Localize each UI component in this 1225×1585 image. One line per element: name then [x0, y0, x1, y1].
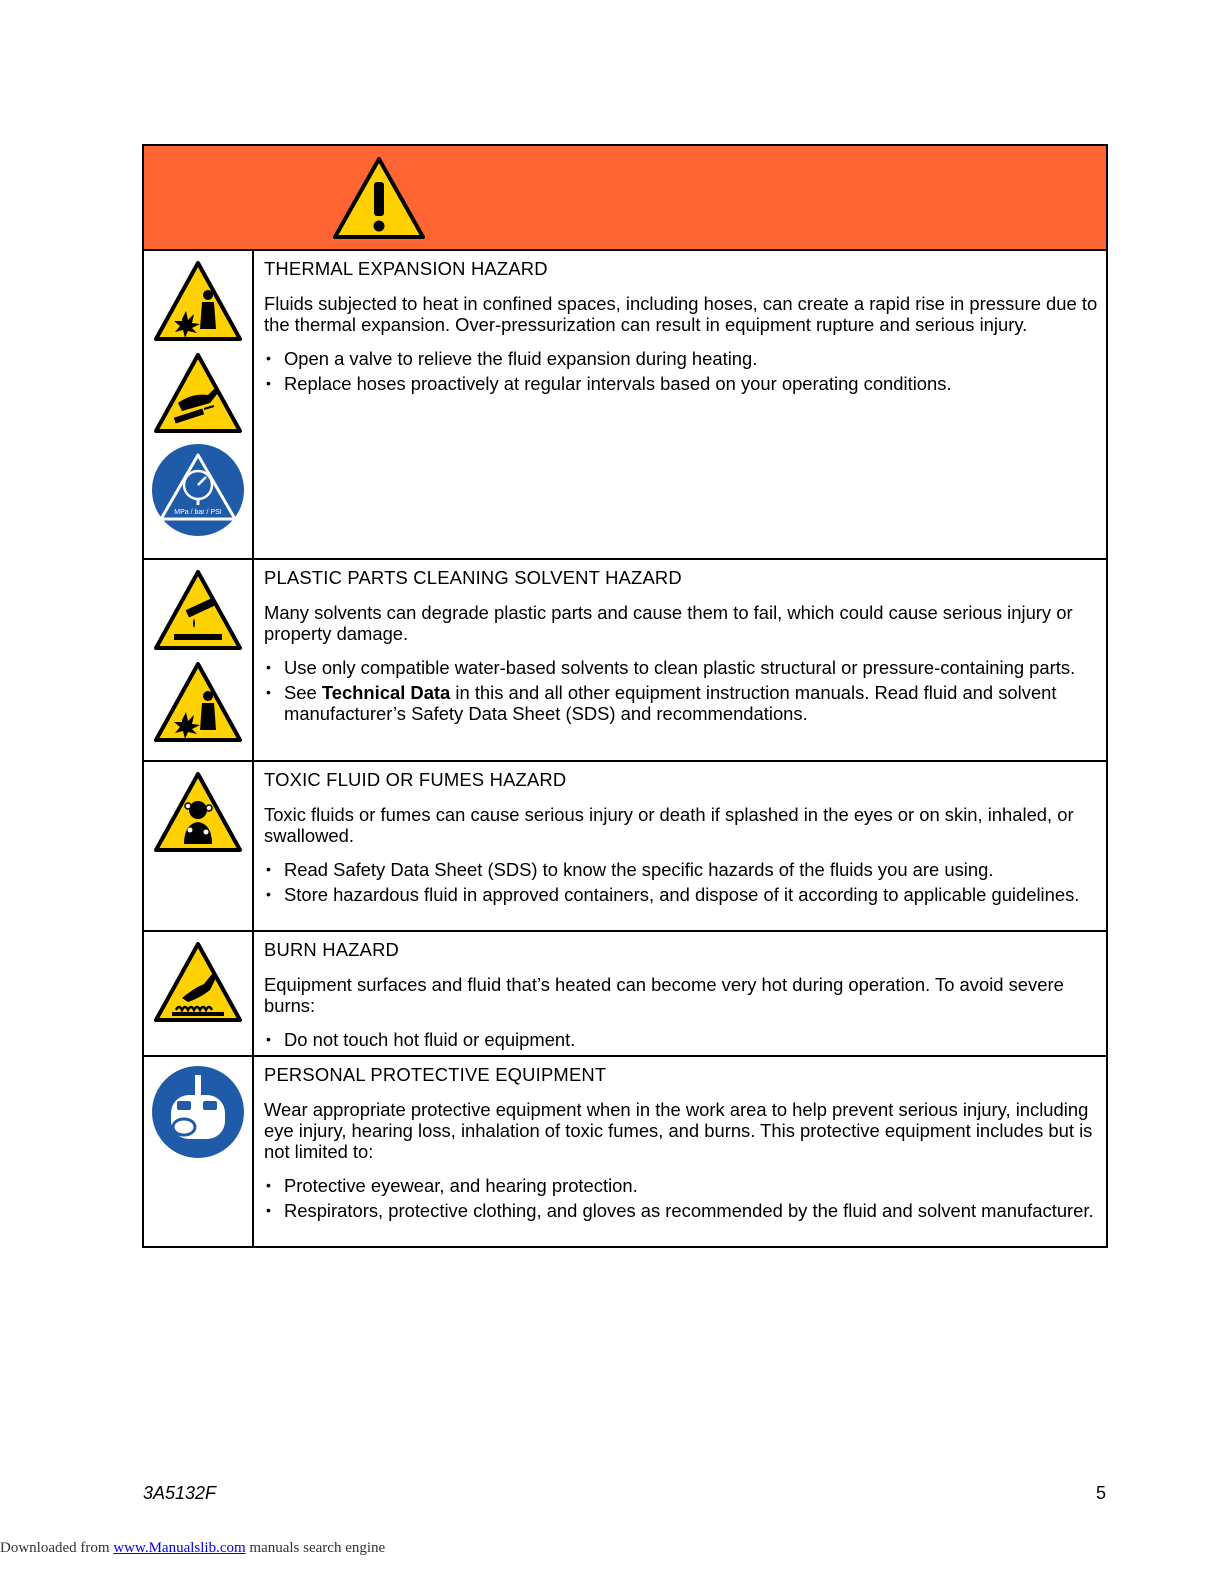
manualslib-link[interactable]: www.Manualslib.com [113, 1540, 246, 1556]
hazard-icons [144, 251, 254, 558]
hazard-description: Wear appropriate protective equipment when in the work area to help prevent serious injury, including eye injury, hearing loss, inhalation of toxic fumes, and burns. This protective equipment includes but is not limited to: [264, 1099, 1093, 1162]
splash-hazard-icon [152, 259, 244, 343]
document-code: 3A5132F [143, 1483, 217, 1503]
hazard-text [254, 560, 1106, 760]
warning-triangle-icon [332, 156, 426, 240]
hazard-text [254, 932, 1106, 1055]
page-number: 5 [1096, 1483, 1107, 1503]
hazard-icons [144, 762, 254, 930]
hazard-bullets [264, 1175, 1098, 1221]
download-prefix: Downloaded from [0, 1540, 114, 1556]
bullet-text: See [284, 682, 322, 703]
corrosive-hazard-icon [152, 568, 244, 652]
hazard-title: PLASTIC PARTS CLEANING SOLVENT HAZARD [264, 567, 682, 588]
hazard-text [254, 251, 1106, 558]
bullet-text: in this and all other equipment instruction manuals. Read fluid and solvent manufacturer’s Safety Data Sheet (SDS) and recommendations. [284, 682, 1057, 724]
hazard-title: BURN HAZARD [264, 939, 400, 960]
splash-hazard-icon [152, 660, 244, 744]
download-suffix: manuals search engine [245, 1540, 386, 1556]
hazard-icons [144, 932, 254, 1055]
bullet-item: • Protective eyewear, and hearing protection. [264, 1175, 1098, 1196]
hazard-description: Toxic fluids or fumes can cause serious injury or death if splashed in the eyes or on skin, inhaled, or swallowed. [264, 804, 1074, 846]
bullet-item: • Open a valve to relieve the fluid expansion during heating. [264, 348, 1098, 369]
hazard-bullets [264, 1029, 1098, 1050]
hazard-title: TOXIC FLUID OR FUMES HAZARD [264, 769, 567, 790]
hazard-title: PERSONAL PROTECTIVE EQUIPMENT [264, 1064, 607, 1085]
warning-header-band [144, 146, 1106, 251]
bullet-item: • Store hazardous fluid in approved containers, and dispose of it according to applicable guidelines. [264, 884, 1098, 905]
hazard-text [254, 1057, 1106, 1246]
warning-table [142, 144, 1108, 1248]
hazard-icons [144, 1057, 254, 1246]
hazard-row-burn [144, 932, 1106, 1057]
bullet-item [264, 682, 1098, 724]
bullet-item: • Respirators, protective clothing, and gloves as recommended by the fluid and solvent manufacturer. [264, 1200, 1098, 1221]
hazard-title: THERMAL EXPANSION HAZARD [264, 258, 548, 279]
hazard-description: Many solvents can degrade plastic parts and cause them to fail, which could cause serious injury or property damage. [264, 602, 1073, 644]
hazard-text [254, 762, 1106, 930]
hazard-description: Equipment surfaces and fluid that’s heated can become very hot during operation. To avoid severe burns: [264, 974, 1064, 1016]
hazard-row-ppe [144, 1057, 1106, 1246]
burn-hazard-icon [152, 940, 244, 1024]
bullet-item: • Do not touch hot fluid or equipment. [264, 1029, 1098, 1050]
hazard-bullets [264, 348, 1098, 394]
hazard-row-toxic-fluid [144, 762, 1106, 932]
respirator-ppe-icon [151, 1065, 245, 1159]
pressure-gauge-icon [151, 443, 245, 537]
toxic-fumes-icon [152, 770, 244, 854]
hazard-description: Fluids subjected to heat in confined spaces, including hoses, can create a rapid rise in pressure due to the thermal expansion. Over-pressurization can result in equipment rupture and serious injury. [264, 293, 1098, 335]
hazard-bullets [264, 859, 1098, 905]
hazard-row-plastic-solvent [144, 560, 1106, 762]
injection-hazard-icon [152, 351, 244, 435]
download-attribution [0, 1540, 385, 1557]
hazard-row-thermal-expansion [144, 251, 1106, 560]
bullet-item: • Use only compatible water-based solvents to clean plastic structural or pressure-containing parts. [264, 657, 1098, 678]
gauge-unit-label: MPa / bar / PSI [174, 509, 222, 516]
bullet-item: • Replace hoses proactively at regular intervals based on your operating conditions. [264, 373, 1098, 394]
hazard-icons [144, 560, 254, 760]
bullet-item: • Read Safety Data Sheet (SDS) to know the specific hazards of the fluids you are using. [264, 859, 1098, 880]
hazard-bullets [264, 657, 1098, 724]
technical-data-reference: Technical Data [321, 682, 451, 703]
